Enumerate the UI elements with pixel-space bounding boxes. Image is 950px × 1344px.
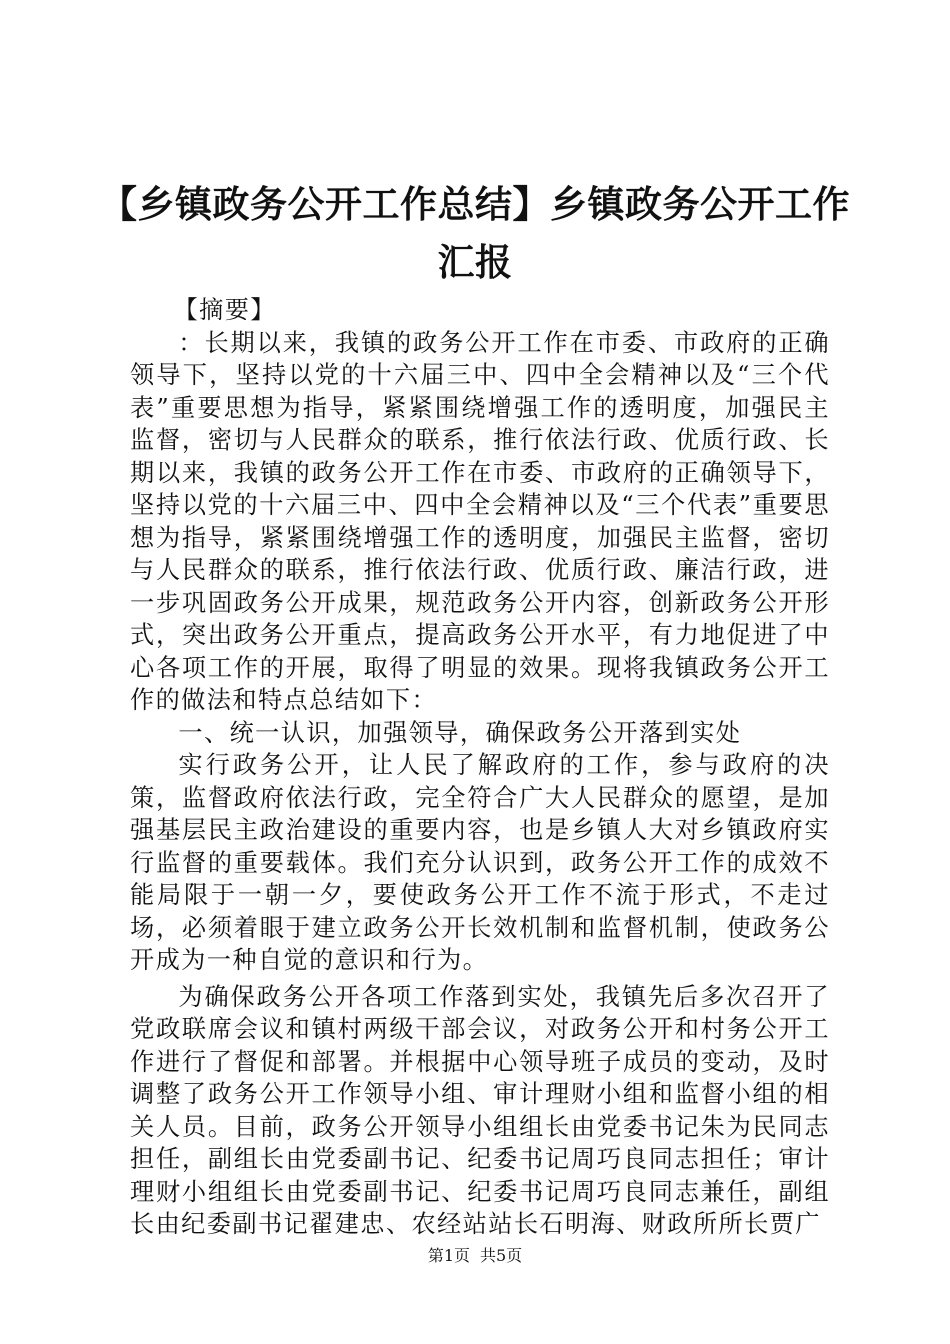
page-number: 第1页 — [427, 1246, 470, 1265]
body-paragraph: 为确保政务公开各项工作落到实处，我镇先后多次召开了党政联席会议和镇村两级干部会议，对政务公开和村务公开工作进行了督促和部署。并根据中心领导班子成员的变动，及时调整了政务公开工作领导小组、审计理财小组和监督小组的相关人员。目前，政务公开领导小组组长由党委书记朱为民同志担任，副组长由党委副书记、纪委书记周巧良同志担任；审计理财小组组长由党委副书记、纪委书记周巧良同志兼任，副组长由纪委副书记翟建忠、农经站站长石明海、财政所所长贾广 — [130, 982, 830, 1238]
title-line-2: 汇报 — [437, 241, 513, 284]
document-body — [130, 294, 830, 1241]
abstract-label: 【摘要】 — [173, 296, 276, 324]
title-line-1: 【乡镇政务公开工作总结】乡镇政务公开工作 — [100, 183, 850, 226]
document-title — [100, 176, 850, 292]
body-paragraph: 实行政务公开，让人民了解政府的工作，参与政府的决策，监督政府依法行政，完全符合广大人民群众的愿望，是加强基层民主政治建设的重要内容，也是乡镇人大对乡镇政府实行监督的重要载体。我们充分认识到，政务公开工作的成效不能局限于一朝一夕，要使政务公开工作不流于形式，不走过场，必须着眼于建立政务公开长效机制和监督机制，使政务公开成为一种自觉的意识和行为。 — [130, 751, 830, 974]
abstract-paragraph: ：长期以来，我镇的政务公开工作在市委、市政府的正确领导下，坚持以党的十六届三中、四中全会精神以及“三个代表”重要思想为指导，紧紧围绕增强工作的透明度，加强民主监督，密切与人民群众的联系，推行依法行政、优质行政、长期以来，我镇的政务公开工作在市委、市政府的正确领导下，坚持以党的十六届三中、四中全会精神以及“三个代表”重要思想为指导，紧紧围绕增强工作的透明度，加强民主监督，密切与人民群众的联系，推行依法行政、优质行政、廉洁行政，进一步巩固政务公开成果，规范政务公开内容，创新政务公开形式，突出政务公开重点，提高政务公开水平，有力地促进了中心各项工作的开展，取得了明显的效果。现将我镇政务公开工作的做法和特点总结如下： — [130, 328, 830, 714]
page-footer — [0, 1244, 950, 1268]
section-heading: 一、统一认识，加强领导，确保政务公开落到实处 — [178, 718, 742, 747]
page-total: 共5页 — [480, 1246, 523, 1265]
